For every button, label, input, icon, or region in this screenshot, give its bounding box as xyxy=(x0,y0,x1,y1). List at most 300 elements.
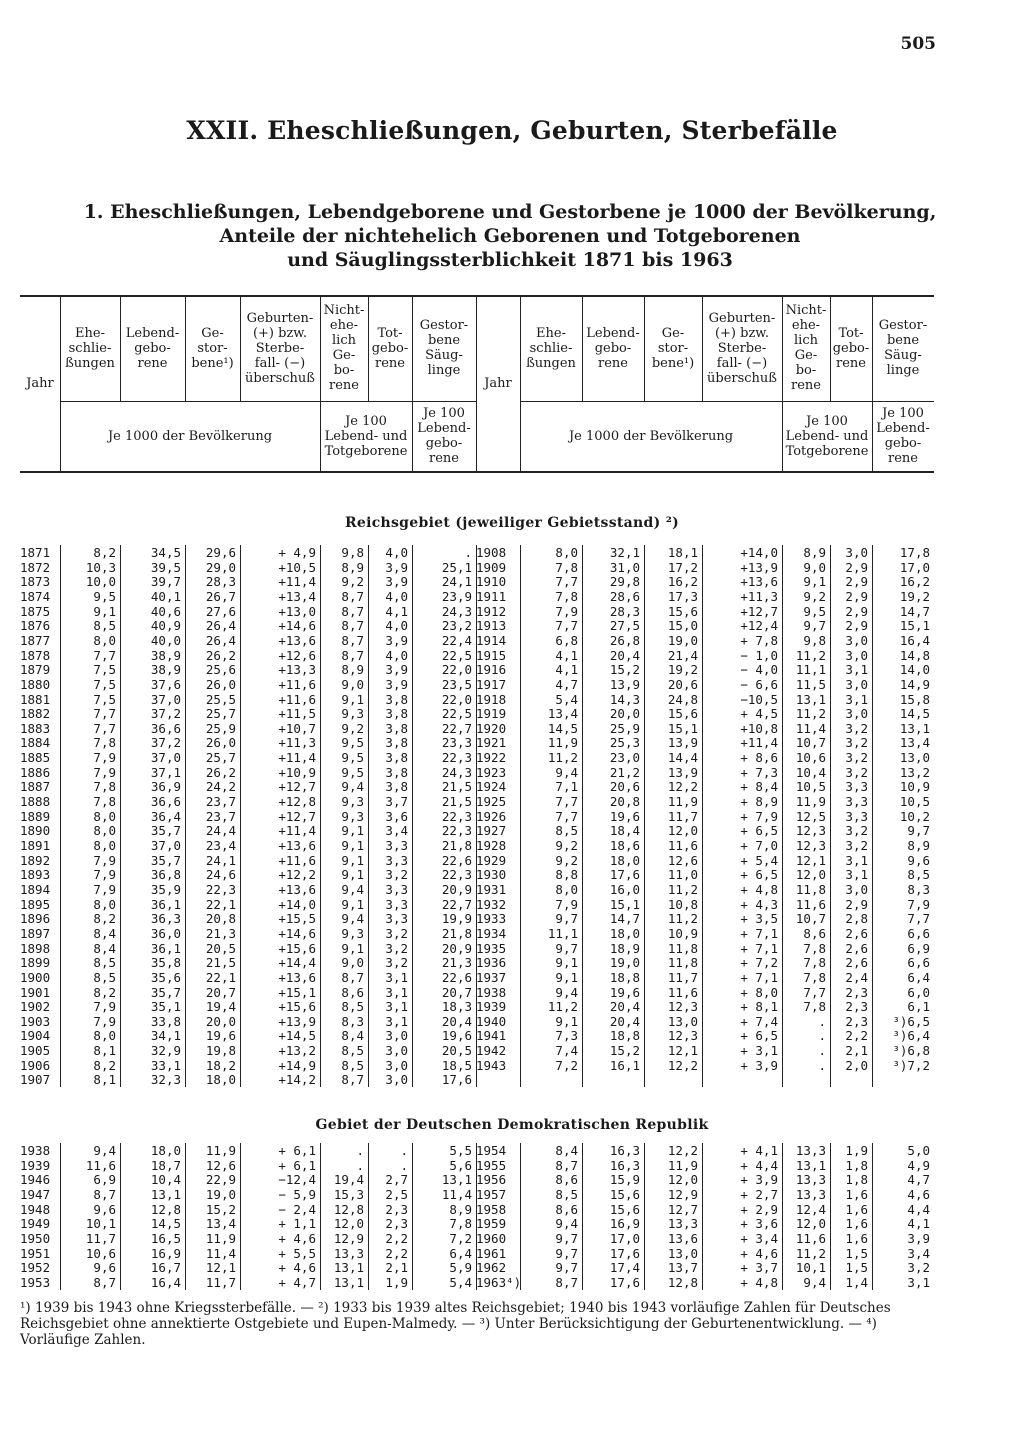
value-cell: 3,0 xyxy=(845,545,868,560)
value-cell: 8,6 xyxy=(555,1201,578,1217)
value-cell: 23,2 xyxy=(441,618,472,634)
value-cell: 2,5 xyxy=(385,1186,408,1202)
header-col: Ge- stor- bene¹) xyxy=(651,325,695,371)
value-cell: 9,1 xyxy=(803,574,826,590)
year-cell: 1909 xyxy=(476,559,507,575)
value-cell: + 4,6 xyxy=(278,1230,316,1246)
value-cell: 35,6 xyxy=(150,969,181,985)
value-cell: + 7,3 xyxy=(740,764,778,780)
value-cell: 18,1 xyxy=(667,545,698,560)
value-cell: 3,0 xyxy=(385,1028,408,1044)
year-cell: 1931 xyxy=(476,881,507,897)
value-cell: 17,4 xyxy=(609,1260,640,1276)
value-cell: 36,9 xyxy=(150,779,181,795)
value-cell: 22,3 xyxy=(441,808,472,824)
value-cell: 10,4 xyxy=(795,764,826,780)
value-cell: 6,4 xyxy=(907,969,930,985)
value-cell: 4,0 xyxy=(385,545,408,560)
value-cell: 1,6 xyxy=(845,1186,868,1202)
value-cell: +14,0 xyxy=(278,896,316,912)
value-cell: 34,1 xyxy=(150,1028,181,1044)
value-cell: 19,2 xyxy=(899,588,930,604)
value-cell: 11,4 xyxy=(205,1245,236,1261)
year-cell: 1914 xyxy=(476,632,507,648)
year-cell: 1925 xyxy=(476,794,507,810)
value-cell: 19,0 xyxy=(667,632,698,648)
value-cell: 40,6 xyxy=(150,603,181,619)
value-cell: 8,8 xyxy=(555,867,578,883)
value-cell: 12,1 xyxy=(667,1043,698,1059)
value-cell: 17,6 xyxy=(609,1245,640,1261)
value-cell: 13,3 xyxy=(667,1216,698,1232)
value-cell: 17,3 xyxy=(667,588,698,604)
value-cell: 5,9 xyxy=(449,1260,472,1276)
value-cell: 22,3 xyxy=(441,823,472,839)
value-cell: 27,6 xyxy=(205,603,236,619)
value-cell: + 7,0 xyxy=(740,838,778,853)
year-cell: 1901 xyxy=(20,984,51,1000)
value-cell: 18,8 xyxy=(609,969,640,985)
section-title-line-3: und Säuglingssterblichkeit 1871 bis 1963 xyxy=(287,249,733,271)
value-cell: 40,0 xyxy=(150,632,181,648)
value-cell: 3,9 xyxy=(385,632,408,648)
header-col: Ge- stor- bene¹) xyxy=(191,325,234,371)
value-cell: 15,2 xyxy=(609,662,640,678)
value-cell: 8,2 xyxy=(93,984,116,1000)
value-cell: 4,1 xyxy=(385,603,408,619)
value-cell: 9,0 xyxy=(803,559,826,575)
value-cell: +15,6 xyxy=(278,940,316,956)
value-cell: 13,6 xyxy=(667,1230,698,1246)
value-cell: 3,3 xyxy=(385,852,408,868)
value-cell: 33,1 xyxy=(150,1057,181,1073)
value-cell: +11,4 xyxy=(278,823,316,839)
value-cell: 37,6 xyxy=(150,676,181,692)
value-cell: 22,7 xyxy=(441,896,472,912)
value-cell: 12,6 xyxy=(205,1157,236,1173)
value-cell: 12,0 xyxy=(795,867,826,883)
value-cell: 9,6 xyxy=(907,852,930,868)
year-cell: 1932 xyxy=(476,896,507,912)
year-cell: 1946 xyxy=(20,1172,51,1188)
value-cell: 3,8 xyxy=(385,691,408,707)
value-cell: 2,1 xyxy=(385,1260,408,1276)
value-cell: 1,9 xyxy=(385,1274,408,1290)
value-cell: 7,7 xyxy=(555,808,578,824)
value-cell: 11,1 xyxy=(795,662,826,678)
value-cell: 29,8 xyxy=(609,574,640,590)
value-cell: 3,1 xyxy=(385,1013,408,1029)
year-cell: 1934 xyxy=(476,925,507,941)
value-cell: 12,2 xyxy=(667,779,698,795)
value-cell: 3,2 xyxy=(385,940,408,956)
value-cell: 11,4 xyxy=(441,1186,472,1202)
value-cell: 8,4 xyxy=(93,940,116,956)
value-cell: 25,7 xyxy=(205,706,236,722)
value-cell: 3,0 xyxy=(845,676,868,692)
value-cell: 18,4 xyxy=(609,823,640,839)
value-cell: . xyxy=(400,1157,408,1173)
value-cell: + 6,5 xyxy=(740,1028,778,1044)
value-cell: 23,4 xyxy=(205,838,236,853)
value-cell: 3,1 xyxy=(907,1274,930,1290)
value-cell: 39,5 xyxy=(150,559,181,575)
value-cell: 9,8 xyxy=(341,545,364,560)
value-cell: 16,3 xyxy=(609,1143,640,1158)
year-cell: 1922 xyxy=(476,750,507,766)
value-cell: 4,7 xyxy=(555,676,578,692)
value-cell: 7,9 xyxy=(93,881,116,897)
value-cell: 21,8 xyxy=(441,838,472,853)
value-cell: 20,8 xyxy=(205,911,236,927)
value-cell: 8,9 xyxy=(803,545,826,560)
year-cell: 1915 xyxy=(476,647,507,663)
value-cell: 16,2 xyxy=(899,574,930,590)
value-cell: 24,3 xyxy=(441,603,472,619)
value-cell: 25,5 xyxy=(205,691,236,707)
value-cell: 11,2 xyxy=(795,647,826,663)
value-cell: 14,3 xyxy=(609,691,640,707)
value-cell: 16,9 xyxy=(609,1216,640,1232)
value-cell: 24,1 xyxy=(205,852,236,868)
value-cell: 26,4 xyxy=(205,632,236,648)
value-cell: 3,1 xyxy=(845,691,868,707)
value-cell: 37,1 xyxy=(150,764,181,780)
year-cell: 1878 xyxy=(20,647,51,663)
value-cell: 11,2 xyxy=(795,1245,826,1261)
value-cell: +10,9 xyxy=(278,764,316,780)
value-cell: 13,2 xyxy=(899,764,930,780)
value-cell: 7,9 xyxy=(93,764,116,780)
value-cell: 35,1 xyxy=(150,999,181,1015)
value-cell: 10,3 xyxy=(85,559,116,575)
value-cell: 23,5 xyxy=(441,676,472,692)
value-cell: 2,3 xyxy=(845,999,868,1015)
value-cell: 14,4 xyxy=(667,750,698,766)
value-cell: +13,6 xyxy=(278,632,316,648)
value-cell: 2,9 xyxy=(845,574,868,590)
value-cell: 20,9 xyxy=(441,940,472,956)
value-cell: 6,6 xyxy=(907,955,930,971)
value-cell: 20,8 xyxy=(609,794,640,810)
value-cell: +13,6 xyxy=(278,969,316,985)
value-cell: 10,7 xyxy=(795,911,826,927)
value-cell: 36,1 xyxy=(150,896,181,912)
value-cell: 22,6 xyxy=(441,969,472,985)
year-cell: 1924 xyxy=(476,779,507,795)
year-cell: 1938 xyxy=(20,1143,51,1158)
value-cell: 26,0 xyxy=(205,676,236,692)
year-cell: 1936 xyxy=(476,955,507,971)
value-cell: 32,9 xyxy=(150,1043,181,1059)
value-cell: +13,6 xyxy=(278,881,316,897)
value-cell: 4,0 xyxy=(385,618,408,634)
value-cell: 14,5 xyxy=(899,706,930,722)
value-cell: 7,7 xyxy=(93,706,116,722)
value-cell: 12,9 xyxy=(667,1186,698,1202)
value-cell: + 6,5 xyxy=(740,867,778,883)
value-cell: 2,2 xyxy=(845,1028,868,1044)
value-cell: +12,7 xyxy=(740,603,778,619)
value-cell: . xyxy=(818,1043,826,1059)
value-cell: 4,0 xyxy=(385,647,408,663)
value-cell: + 4,6 xyxy=(740,1245,778,1261)
value-cell: . xyxy=(400,1143,408,1158)
year-cell: 1938 xyxy=(476,984,507,1000)
value-cell: 1,5 xyxy=(845,1260,868,1276)
value-cell: 11,6 xyxy=(795,896,826,912)
value-cell: 11,0 xyxy=(667,867,698,883)
year-cell: 1891 xyxy=(20,838,51,853)
value-cell: 15,1 xyxy=(609,896,640,912)
header-jahr-left: Jahr xyxy=(26,375,54,391)
year-cell: 1935 xyxy=(476,940,507,956)
value-cell: + 3,6 xyxy=(740,1216,778,1232)
value-cell: 19,6 xyxy=(609,808,640,824)
value-cell: −12,4 xyxy=(278,1172,316,1188)
year-cell: 1890 xyxy=(20,823,51,839)
value-cell: 11,5 xyxy=(795,676,826,692)
value-cell: 11,8 xyxy=(795,881,826,897)
value-cell: 21,2 xyxy=(609,764,640,780)
value-cell: 20,5 xyxy=(205,940,236,956)
value-cell: + 8,4 xyxy=(740,779,778,795)
value-cell: 8,9 xyxy=(449,1201,472,1217)
value-cell: 13,1 xyxy=(795,1157,826,1173)
year-cell: 1897 xyxy=(20,925,51,941)
value-cell: 8,5 xyxy=(907,867,930,883)
year-cell: 1956 xyxy=(476,1172,507,1188)
value-cell: 13,1 xyxy=(333,1260,364,1276)
value-cell: 9,1 xyxy=(341,823,364,839)
year-cell: 1939 xyxy=(476,999,507,1015)
value-cell: 7,7 xyxy=(803,984,826,1000)
value-cell: . xyxy=(818,1013,826,1029)
value-cell: 7,8 xyxy=(803,940,826,956)
value-cell: 3,2 xyxy=(845,735,868,751)
year-cell: 1887 xyxy=(20,779,51,795)
value-cell: 19,6 xyxy=(205,1028,236,1044)
value-cell: 18,3 xyxy=(441,999,472,1015)
value-cell: 37,0 xyxy=(150,838,181,853)
value-cell: 7,9 xyxy=(907,896,930,912)
value-cell: 8,1 xyxy=(93,1072,116,1088)
value-cell: +13,9 xyxy=(278,1013,316,1029)
value-cell: 19,0 xyxy=(205,1186,236,1202)
year-cell: 1921 xyxy=(476,735,507,751)
value-cell: 12,8 xyxy=(333,1201,364,1217)
value-cell: 16,1 xyxy=(609,1057,640,1073)
value-cell: 12,8 xyxy=(150,1201,181,1217)
value-cell: 7,3 xyxy=(555,1028,578,1044)
value-cell: 15,1 xyxy=(899,618,930,634)
value-cell: 9,1 xyxy=(341,838,364,853)
value-cell: 1,6 xyxy=(845,1230,868,1246)
value-cell: ³)6,4 xyxy=(892,1028,930,1044)
value-cell: 3,0 xyxy=(385,1057,408,1073)
value-cell: 3,1 xyxy=(385,984,408,1000)
value-cell: 2,9 xyxy=(845,618,868,634)
value-cell: 8,6 xyxy=(341,984,364,1000)
year-cell: 1882 xyxy=(20,706,51,722)
value-cell: 18,5 xyxy=(441,1057,472,1073)
value-cell: 9,3 xyxy=(341,808,364,824)
year-cell: 1884 xyxy=(20,735,51,751)
value-cell: +12,6 xyxy=(278,647,316,663)
year-cell: 1942 xyxy=(476,1043,507,1059)
year-cell: 1920 xyxy=(476,720,507,736)
value-cell: 8,5 xyxy=(341,1043,364,1059)
value-cell: + 2,9 xyxy=(740,1201,778,1217)
value-cell: 8,2 xyxy=(93,1057,116,1073)
value-cell: 18,9 xyxy=(609,940,640,956)
year-cell: 1939 xyxy=(20,1157,51,1173)
value-cell: + 8,1 xyxy=(740,999,778,1015)
value-cell: 36,0 xyxy=(150,925,181,941)
value-cell: + 6,1 xyxy=(278,1143,316,1158)
value-cell: 9,7 xyxy=(555,1245,578,1261)
value-cell: 29,0 xyxy=(205,559,236,575)
value-cell: + 4,3 xyxy=(740,896,778,912)
value-cell: 8,9 xyxy=(341,559,364,575)
year-cell: 1943 xyxy=(476,1057,507,1073)
value-cell: 9,3 xyxy=(341,706,364,722)
value-cell: 12,2 xyxy=(667,1143,698,1158)
value-cell: 18,8 xyxy=(609,1028,640,1044)
value-cell: 3,9 xyxy=(907,1230,930,1246)
value-cell: 3,1 xyxy=(385,969,408,985)
value-cell: 35,9 xyxy=(150,881,181,897)
value-cell: 38,9 xyxy=(150,662,181,678)
value-cell: 8,7 xyxy=(341,632,364,648)
value-cell: 15,9 xyxy=(609,1172,640,1188)
value-cell: 6,9 xyxy=(907,940,930,956)
value-cell: 7,8 xyxy=(803,999,826,1015)
value-cell: 20,7 xyxy=(205,984,236,1000)
value-cell: 3,0 xyxy=(385,1043,408,1059)
year-cell: 1881 xyxy=(20,691,51,707)
value-cell: +12,7 xyxy=(278,808,316,824)
header-jahr-right: Jahr xyxy=(484,375,512,391)
value-cell: 20,6 xyxy=(667,676,698,692)
value-cell: 5,0 xyxy=(907,1143,930,1158)
value-cell: + 3,1 xyxy=(740,1043,778,1059)
value-cell: 12,5 xyxy=(795,808,826,824)
year-cell: 1879 xyxy=(20,662,51,678)
value-cell: 22,6 xyxy=(441,852,472,868)
value-cell: −10,5 xyxy=(740,691,778,707)
value-cell: 13,4 xyxy=(899,735,930,751)
value-cell: 13,3 xyxy=(795,1172,826,1188)
value-cell: 8,5 xyxy=(93,955,116,971)
value-cell: 22,5 xyxy=(441,647,472,663)
value-cell: 3,0 xyxy=(845,706,868,722)
value-cell: + 6,5 xyxy=(740,823,778,839)
value-cell: 16,3 xyxy=(609,1157,640,1173)
value-cell: 13,3 xyxy=(333,1245,364,1261)
value-cell: 10,6 xyxy=(85,1245,116,1261)
value-cell: 16,2 xyxy=(667,574,698,590)
value-cell: ³)6,8 xyxy=(892,1043,930,1059)
value-cell: + 7,4 xyxy=(740,1013,778,1029)
value-cell: 39,7 xyxy=(150,574,181,590)
value-cell: 26,0 xyxy=(205,735,236,751)
year-cell: 1908 xyxy=(476,545,507,560)
year-cell: 1888 xyxy=(20,794,51,810)
value-cell: 3,8 xyxy=(385,750,408,766)
value-cell: + 4,4 xyxy=(740,1157,778,1173)
value-cell: 8,9 xyxy=(341,662,364,678)
value-cell: 3,0 xyxy=(845,647,868,663)
value-cell: − 4,0 xyxy=(740,662,778,678)
value-cell: 3,8 xyxy=(385,764,408,780)
year-cell: 1910 xyxy=(476,574,507,590)
value-cell: 9,7 xyxy=(555,1230,578,1246)
value-cell: 7,7 xyxy=(93,647,116,663)
value-cell: . xyxy=(818,1028,826,1044)
value-cell: 21,5 xyxy=(205,955,236,971)
value-cell: 8,9 xyxy=(907,838,930,853)
value-cell: 11,6 xyxy=(85,1157,116,1173)
value-cell: + 7,1 xyxy=(740,969,778,985)
value-cell: 15,6 xyxy=(667,603,698,619)
value-cell: +11,6 xyxy=(278,852,316,868)
value-cell: 23,7 xyxy=(205,794,236,810)
value-cell: ³)6,5 xyxy=(892,1013,930,1029)
value-cell: 3,3 xyxy=(385,911,408,927)
year-cell: 1948 xyxy=(20,1201,51,1217)
value-cell: 8,5 xyxy=(93,969,116,985)
value-cell: 15,6 xyxy=(609,1201,640,1217)
value-cell: 19,8 xyxy=(205,1043,236,1059)
value-cell: 9,4 xyxy=(803,1274,826,1290)
value-cell: 7,8 xyxy=(449,1216,472,1232)
value-cell: 12,8 xyxy=(667,1274,698,1290)
value-cell: 9,4 xyxy=(341,779,364,795)
header-col: Lebend- gebo- rene xyxy=(125,325,180,371)
value-cell: 12,4 xyxy=(795,1201,826,1217)
value-cell: 11,1 xyxy=(547,925,578,941)
value-cell: ³)7,2 xyxy=(892,1057,930,1073)
value-cell: 3,9 xyxy=(385,662,408,678)
value-cell: 3,2 xyxy=(385,925,408,941)
value-cell: 9,1 xyxy=(341,852,364,868)
value-cell: 10,8 xyxy=(667,896,698,912)
value-cell: 3,9 xyxy=(385,676,408,692)
value-cell: +13,6 xyxy=(278,838,316,853)
value-cell: 12,3 xyxy=(667,1028,698,1044)
value-cell: 15,6 xyxy=(609,1186,640,1202)
year-cell: 1918 xyxy=(476,691,507,707)
value-cell: 13,9 xyxy=(609,676,640,692)
value-cell: 9,6 xyxy=(93,1260,116,1276)
value-cell: 3,1 xyxy=(845,662,868,678)
value-cell: 24,6 xyxy=(205,867,236,883)
value-cell: 11,7 xyxy=(205,1274,236,1290)
value-cell: 13,0 xyxy=(899,750,930,766)
value-cell: 7,5 xyxy=(93,691,116,707)
value-cell: 13,1 xyxy=(899,720,930,736)
year-cell: 1953 xyxy=(20,1274,51,1290)
year-cell: 1876 xyxy=(20,618,51,634)
value-cell: +13,9 xyxy=(740,559,778,575)
year-cell: 1954 xyxy=(476,1143,507,1158)
value-cell: 8,7 xyxy=(555,1157,578,1173)
value-cell: 2,4 xyxy=(845,969,868,985)
value-cell: 7,7 xyxy=(907,911,930,927)
value-cell: 20,0 xyxy=(205,1013,236,1029)
value-cell: 16,7 xyxy=(150,1260,181,1276)
